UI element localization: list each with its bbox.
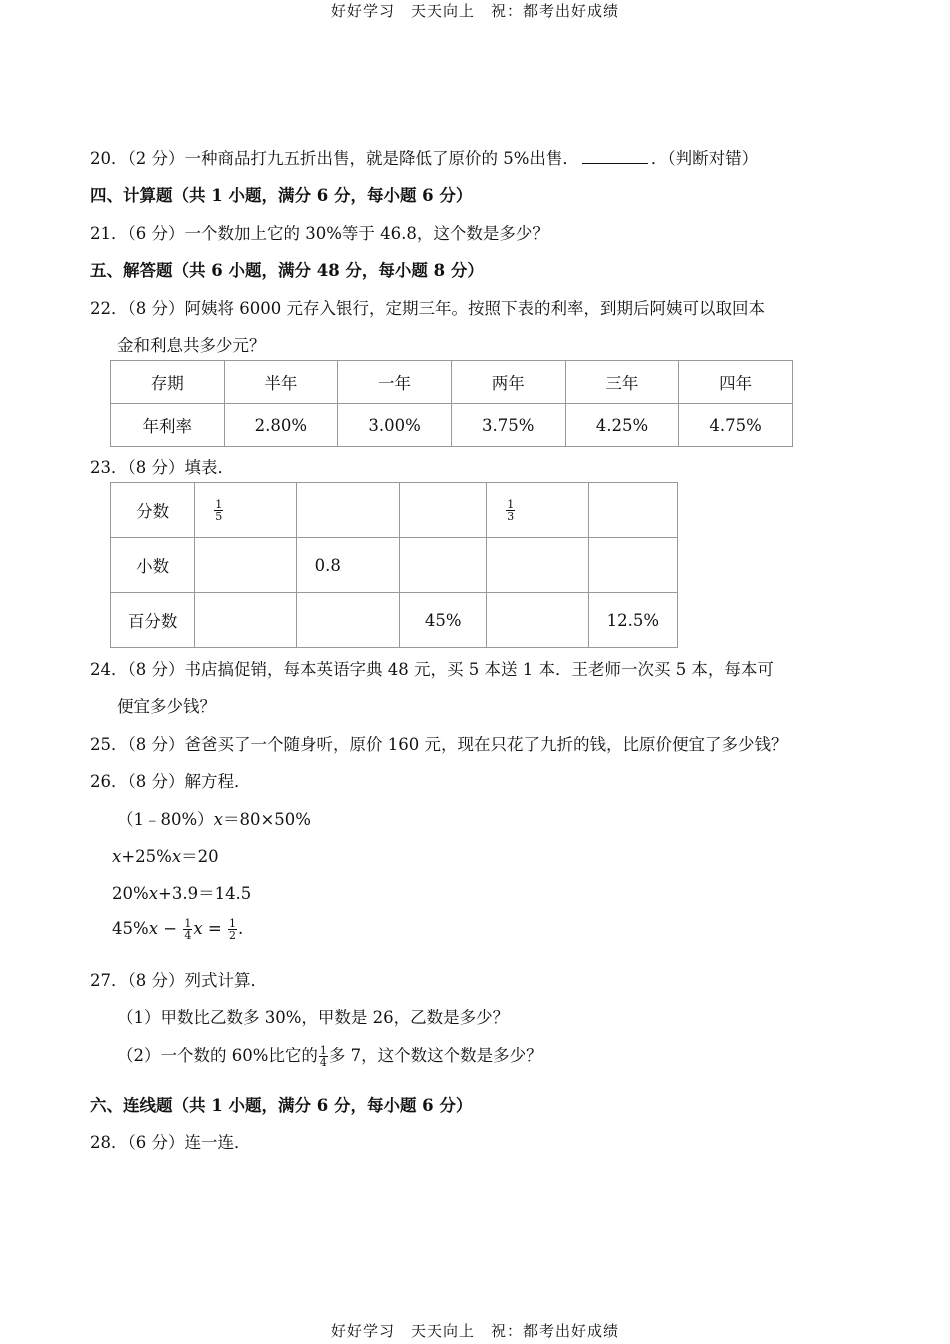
interest-rate-table (110, 360, 793, 447)
section-5-title: 五、解答题（共 6 小题，满分 48 分，每小题 8 分） (90, 261, 484, 280)
question-28: 28．（6 分）连一连． (90, 1133, 251, 1152)
answer-blank[interactable] (582, 149, 648, 164)
question-24-line2: 便宜多少钱？ (117, 697, 216, 716)
question-27: 27．（8 分）列式计算． (90, 971, 267, 990)
table-cell: 三年 (565, 361, 679, 404)
question-26: 26．（8 分）解方程． (90, 772, 251, 791)
question-27-part2: （2）一个数的 60%比它的 $\frac{1}{4}$ 多 7，这个数这个数是多少？ (117, 1044, 543, 1069)
fraction: $\frac{1}{2}$ (228, 917, 236, 942)
table-cell: 12.5% (588, 593, 677, 648)
question-22-line1: 22．（8 分）阿姨将 6000 元存入银行，定期三年。按照下表的利率，到期后阿姨可以取回本 (90, 299, 765, 318)
table-cell[interactable] (588, 483, 677, 538)
fraction: $\frac{1}{3}$ (507, 497, 515, 523)
table-cell[interactable] (487, 593, 588, 648)
table-cell: 两年 (451, 361, 565, 404)
equation-2: x+25%x＝20 (112, 847, 219, 866)
question-25: 25．（8 分）爸爸买了一个随身听，原价 160 元，现在只花了九折的钱，比原价便宜了多少钱？ (90, 735, 788, 754)
table-cell[interactable] (400, 538, 487, 593)
table-cell: 半年 (224, 361, 338, 404)
table-cell: 小数 (111, 538, 195, 593)
table-cell: 0.8 (296, 538, 400, 593)
question-20-text: 20．（2 分）一种商品打九五折出售，就是降低了原价的 5%出售． (90, 149, 579, 168)
equation-3: 20%x+3.9＝14.5 (112, 884, 252, 903)
table-cell: 存期 (111, 361, 225, 404)
table-cell[interactable] (400, 483, 487, 538)
table-row (111, 361, 793, 404)
table-cell[interactable] (487, 538, 588, 593)
question-20 (90, 145, 758, 169)
conversion-fill-table (110, 482, 678, 648)
table-cell: 3.00% (338, 404, 452, 447)
table-cell (487, 483, 588, 538)
table-cell[interactable] (588, 538, 677, 593)
table-cell: 分数 (111, 483, 195, 538)
question-27-part1: （1）甲数比乙数多 30%，甲数是 26，乙数是多少？ (117, 1008, 510, 1027)
equation-1: （1﹣80%）x＝80×50% (117, 810, 311, 829)
question-20-tail: ．（判断对错） (650, 149, 759, 168)
table-row (111, 538, 678, 593)
equation-4: 45%x − $\frac{1}{4}$ x = $\frac{1}{2}$ . (112, 917, 244, 942)
table-cell: 百分数 (111, 593, 195, 648)
table-cell[interactable] (296, 593, 400, 648)
fraction: $\frac{1}{4}$ (184, 917, 192, 942)
question-24-line1: 24．（8 分）书店搞促销，每本英语字典 48 元，买 5 本送 1 本．王老师一次买 5 本，每本可 (90, 660, 774, 679)
table-cell: 4.75% (679, 404, 793, 447)
table-cell: 45% (400, 593, 487, 648)
section-6-title: 六、连线题（共 1 小题，满分 6 分，每小题 6 分） (90, 1096, 473, 1115)
page-header: 好好学习 天天向上 祝：都考出好成绩 (330, 2, 619, 20)
table-cell (195, 483, 296, 538)
question-22-line2: 金和利息共多少元？ (117, 336, 266, 355)
page-footer: 好好学习 天天向上 祝：都考出好成绩 (330, 1322, 619, 1340)
table-cell: 2.80% (224, 404, 338, 447)
table-cell[interactable] (296, 483, 400, 538)
table-cell: 年利率 (111, 404, 225, 447)
section-4-title: 四、计算题（共 1 小题，满分 6 分，每小题 6 分） (90, 186, 473, 205)
table-cell[interactable] (195, 593, 296, 648)
table-row (111, 404, 793, 447)
table-row (111, 593, 678, 648)
table-cell: 4.25% (565, 404, 679, 447)
table-cell[interactable] (195, 538, 296, 593)
question-23: 23．（8 分）填表． (90, 458, 234, 477)
fraction: $\frac{1}{5}$ (215, 497, 223, 523)
table-cell: 一年 (338, 361, 452, 404)
table-cell: 四年 (679, 361, 793, 404)
table-row (111, 483, 678, 538)
question-21: 21．（6 分）一个数加上它的 30%等于 46.8，这个数是多少？ (90, 224, 549, 243)
table-cell: 3.75% (451, 404, 565, 447)
fraction: $\frac{1}{4}$ (319, 1044, 327, 1069)
